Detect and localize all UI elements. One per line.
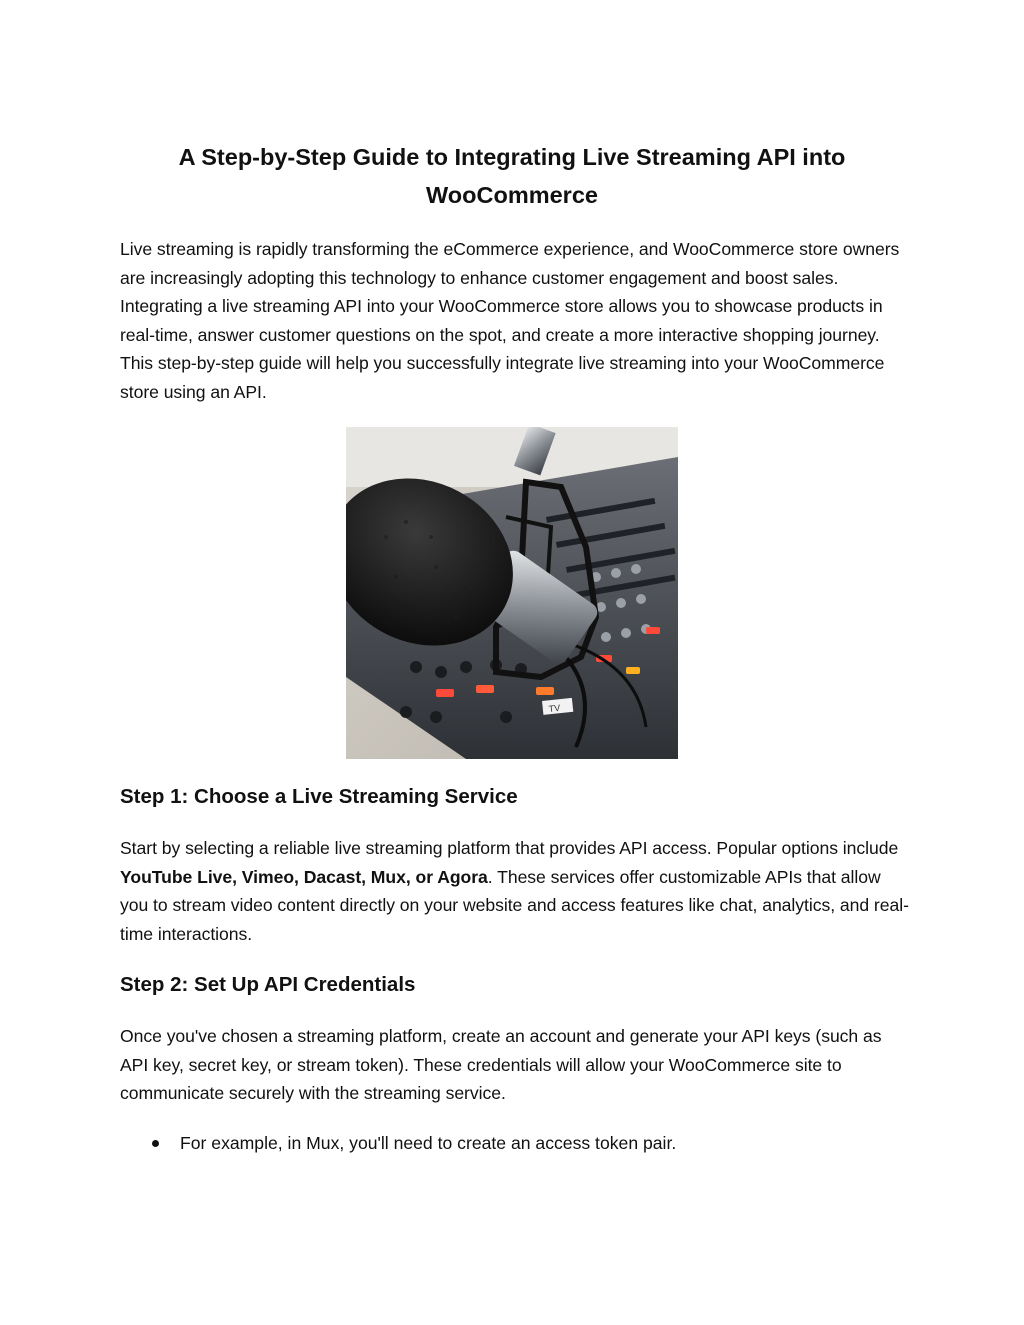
step1-text-after: . These services offer customizable APIs that allow you to stream video content directly on your website and access features like chat, analytics, and real-time interactions.	[120, 866, 909, 944]
console-label: TV	[548, 702, 561, 714]
step2-bullet-list	[120, 1129, 910, 1158]
bullet-text: For example, in Mux, you'll need to create an access token pair.	[180, 1133, 677, 1153]
step2-paragraph: Once you've chosen a streaming platform, create an account and generate your API keys (such as API key, secret key, or stream token). These credentials will allow your WooCommerce site to communicate securely with the streaming service.	[120, 1026, 882, 1104]
step1-services-bold: YouTube Live, Vimeo, Dacast, Mux, or Agora	[120, 866, 488, 887]
step1-text-before: Start by selecting a reliable live streaming platform that provides API access. Popular options include	[120, 838, 899, 858]
page-title: A Step-by-Step Guide to Integrating Live Streaming API into WooCommerce	[178, 144, 846, 208]
step1-paragraph	[120, 834, 910, 948]
step2-heading: Step 2: Set Up API Credentials	[120, 973, 416, 996]
microphone-photo	[346, 427, 678, 759]
intro-paragraph: Live streaming is rapidly transforming the eCommerce experience, and WooCommerce store owners are increasingly adopting this technology to enhance customer engagement and boost sales. Integrating a live streaming API into your WooCommerce store allows you to showcase products in real-time, answer customer questions on the spot, and create a more interactive shopping journey. This step-by-step guide will help you successfully integrate live streaming into your WooCommerce store using an API.	[120, 239, 900, 402]
list-item	[120, 1129, 910, 1158]
step1-heading: Step 1: Choose a Live Streaming Service	[120, 785, 518, 808]
bullet-icon	[152, 1140, 159, 1147]
